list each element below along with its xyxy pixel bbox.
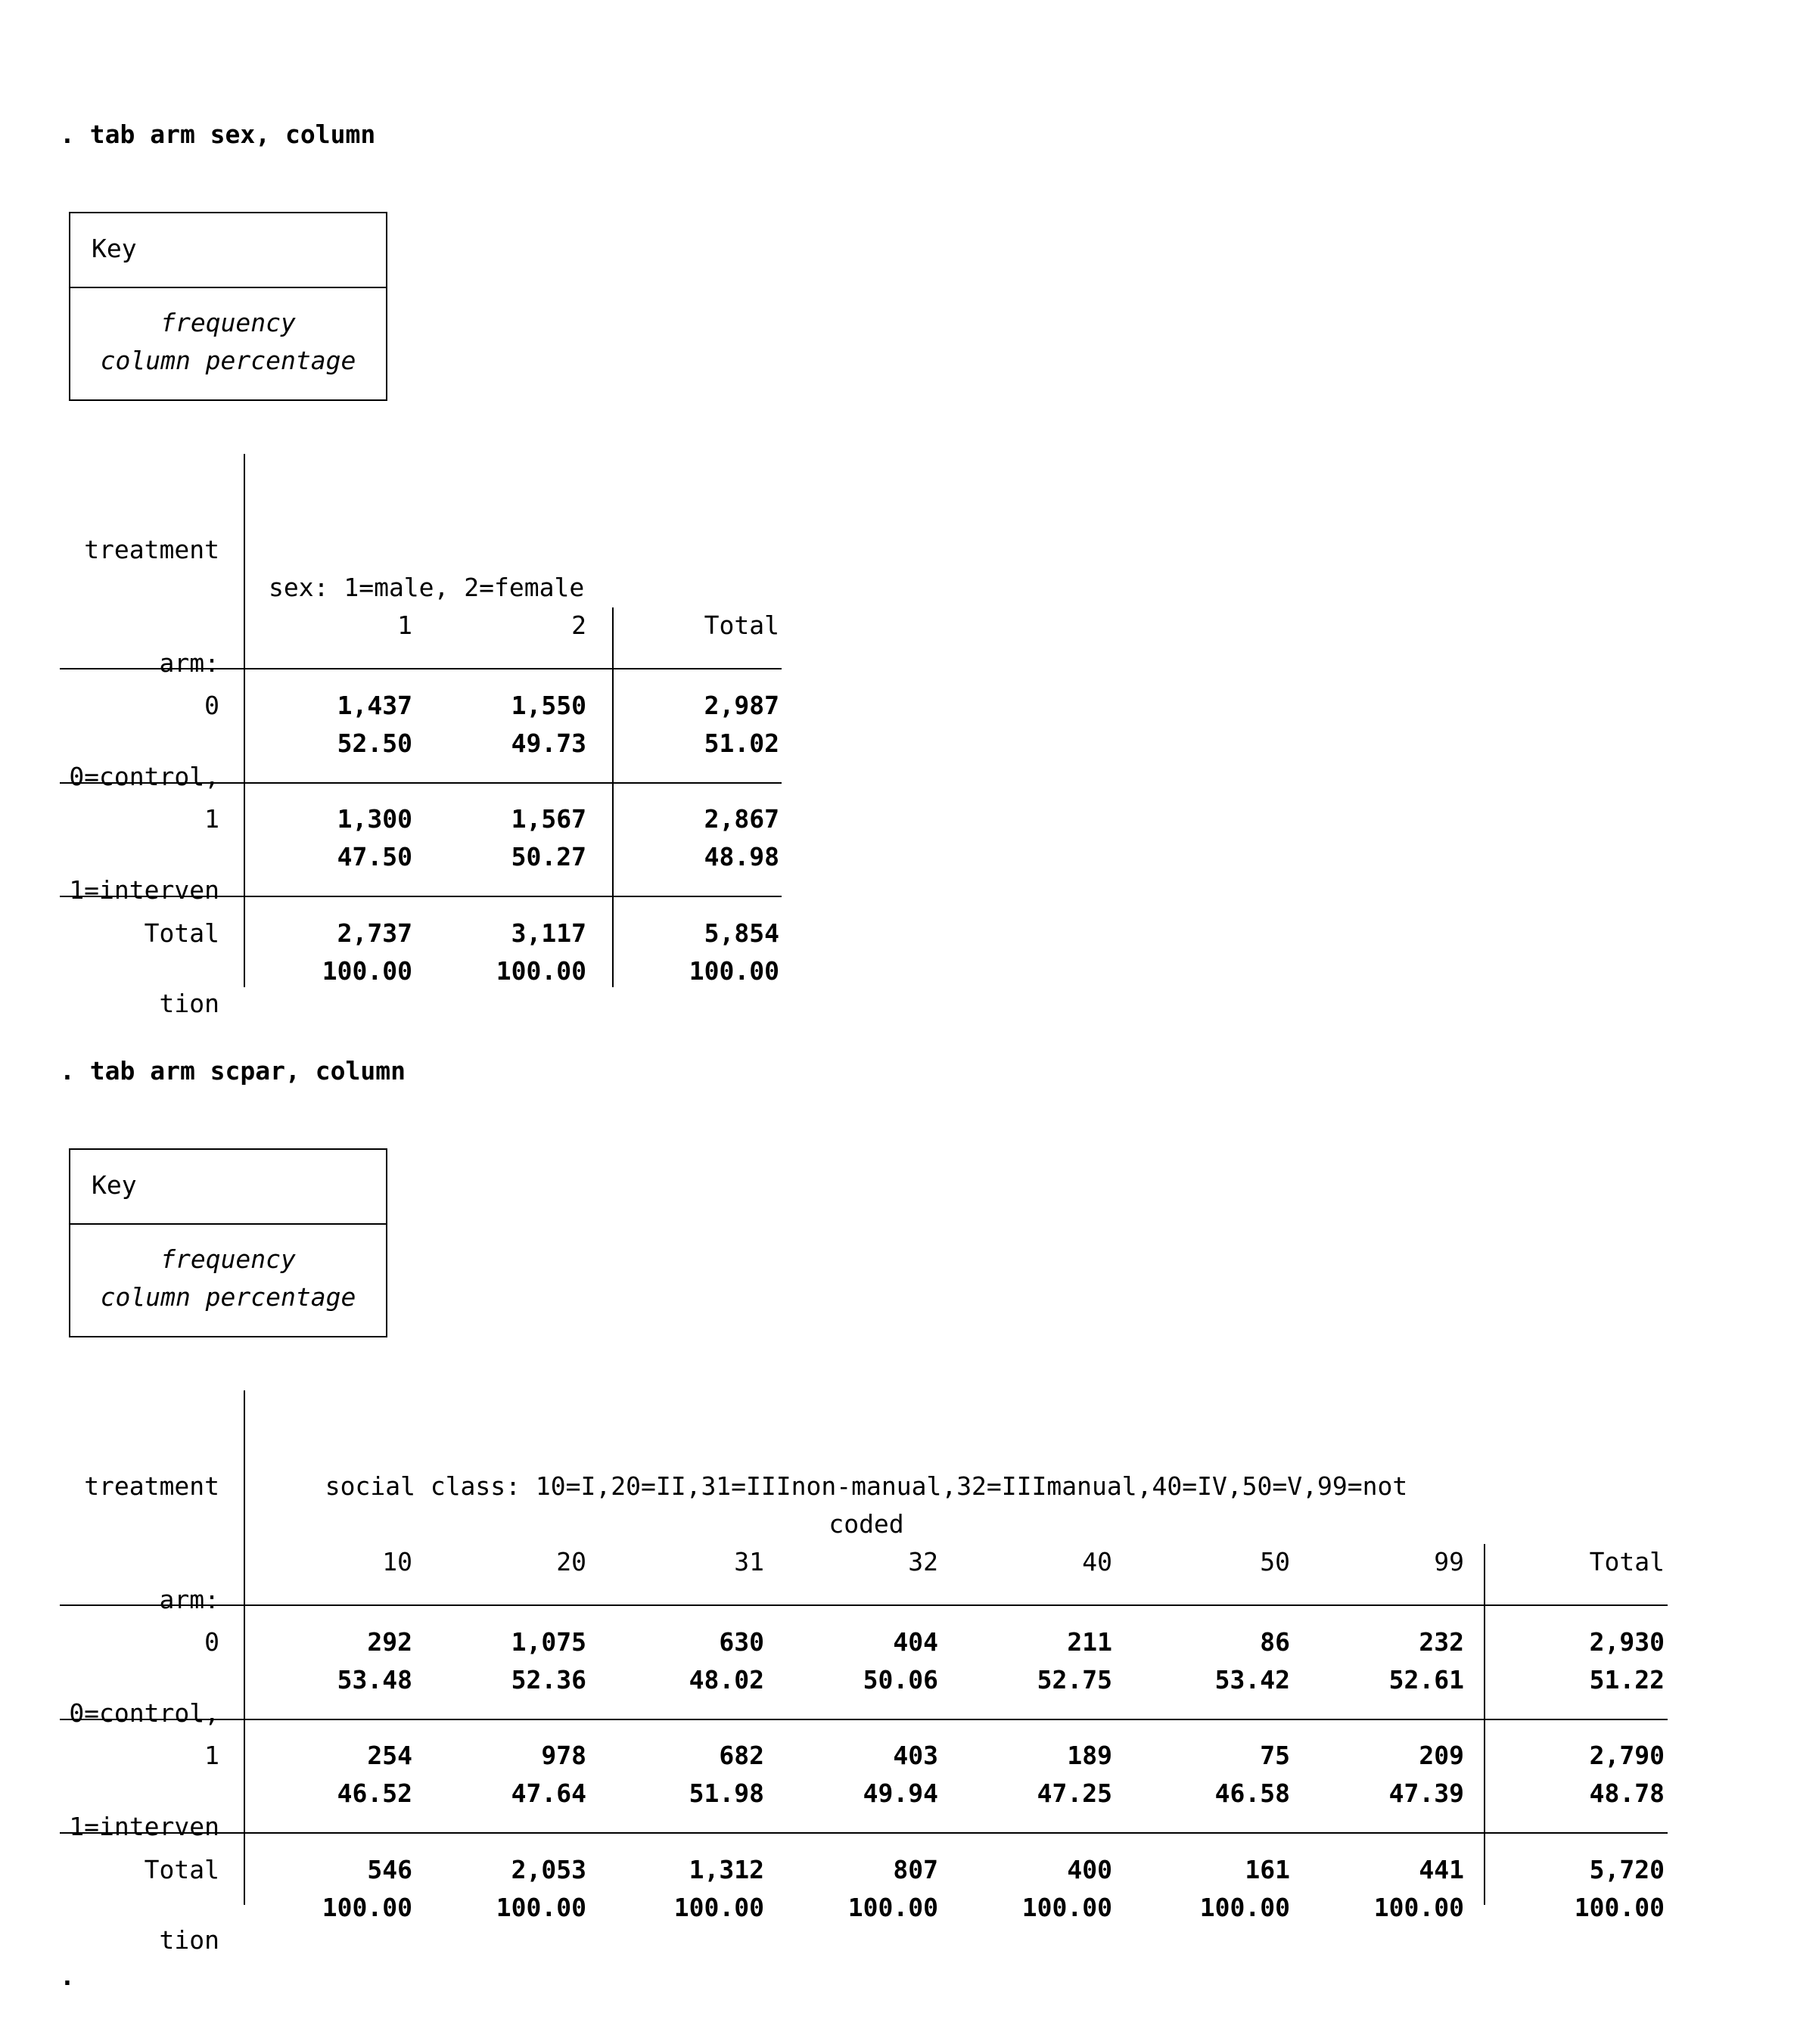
cell-freq: 1,300 <box>337 804 412 834</box>
cell-freq-total: 5,854 <box>704 918 779 948</box>
key-frequency: frequency <box>160 1244 296 1274</box>
row-label-total: Total <box>144 1855 219 1884</box>
cell-pct: 52.61 <box>1388 1665 1464 1695</box>
cell-freq: 1,075 <box>511 1627 586 1657</box>
cell-freq-total: 2,930 <box>1589 1627 1665 1657</box>
cell-pct: 53.48 <box>337 1665 412 1695</box>
cell-pct-total: 51.22 <box>1589 1665 1665 1695</box>
cell-freq: 978 <box>541 1741 586 1770</box>
cell-freq: 441 <box>1419 1855 1464 1884</box>
key-box-2 <box>69 1148 387 1337</box>
cell-pct: 100.00 <box>322 1893 412 1922</box>
cell-pct: 100.00 <box>1199 1893 1290 1922</box>
col-header: 1 <box>397 610 412 640</box>
cell-freq: 1,550 <box>511 691 586 720</box>
cell-freq: 1,312 <box>689 1855 764 1884</box>
cell-pct: 100.00 <box>1373 1893 1464 1922</box>
row-label-total: Total <box>144 918 219 948</box>
cell-pct: 100.00 <box>322 956 412 986</box>
cell-freq: 292 <box>367 1627 412 1657</box>
cell-freq-total: 2,867 <box>704 804 779 834</box>
v-rule <box>244 454 245 987</box>
cell-pct: 53.42 <box>1214 1665 1290 1695</box>
col-header: 10 <box>382 1547 412 1576</box>
v-rule <box>244 1390 245 1905</box>
cell-pct: 50.06 <box>863 1665 938 1695</box>
cell-pct: 52.36 <box>511 1665 586 1695</box>
col-header: 32 <box>908 1547 938 1576</box>
col-header-total: Total <box>1589 1547 1665 1576</box>
cell-pct-total: 51.02 <box>704 728 779 758</box>
cell-pct-total: 48.78 <box>1589 1778 1665 1808</box>
cell-freq: 209 <box>1419 1741 1464 1770</box>
v-rule <box>612 607 614 987</box>
row-label: 0 <box>204 1627 219 1657</box>
command-line-2: . tab arm scpar, column <box>60 1056 406 1086</box>
cell-freq: 682 <box>719 1741 764 1770</box>
cell-freq: 400 <box>1067 1855 1112 1884</box>
cell-freq-total: 2,790 <box>1589 1741 1665 1770</box>
cell-pct: 49.73 <box>511 728 586 758</box>
row-label: 0 <box>204 691 219 720</box>
cell-freq-total: 5,720 <box>1589 1855 1665 1884</box>
cell-freq: 403 <box>893 1741 938 1770</box>
col-header: 50 <box>1260 1547 1290 1576</box>
h-rule <box>60 782 782 784</box>
cell-pct: 100.00 <box>673 1893 764 1922</box>
cell-freq: 254 <box>367 1741 412 1770</box>
cell-freq: 807 <box>893 1855 938 1884</box>
key-divider <box>70 1223 386 1225</box>
cell-freq: 86 <box>1260 1627 1290 1657</box>
col-var-label-cont: coded <box>829 1509 904 1539</box>
cell-pct: 52.75 <box>1037 1665 1112 1695</box>
col-var-label: sex: 1=male, 2=female <box>269 573 585 602</box>
cell-freq-total: 2,987 <box>704 691 779 720</box>
cell-freq: 3,117 <box>511 918 586 948</box>
key-box-1 <box>69 212 387 401</box>
cell-pct: 46.52 <box>337 1778 412 1808</box>
cell-freq: 189 <box>1067 1741 1112 1770</box>
col-header-total: Total <box>704 610 779 640</box>
h-rule <box>60 668 782 669</box>
h-rule <box>60 1604 1668 1606</box>
col-header: 99 <box>1434 1547 1464 1576</box>
cell-pct: 100.00 <box>496 956 586 986</box>
cell-freq: 2,737 <box>337 918 412 948</box>
cell-freq: 1,437 <box>337 691 412 720</box>
cell-pct: 47.64 <box>511 1778 586 1808</box>
cell-pct: 47.39 <box>1388 1778 1464 1808</box>
row-label: 1 <box>204 1741 219 1770</box>
cell-pct: 50.27 <box>511 842 586 871</box>
col-var-label: social class: 10=I,20=II,31=IIInon-manual,32=IIImanual,40=IV,50=V,99=not <box>325 1471 1408 1501</box>
cell-pct: 51.98 <box>689 1778 764 1808</box>
cell-freq: 2,053 <box>511 1855 586 1884</box>
h-rule <box>60 1719 1668 1720</box>
key-divider <box>70 287 386 288</box>
key-title: Key <box>92 234 137 263</box>
cell-freq: 546 <box>367 1855 412 1884</box>
key-column-percentage: column percentage <box>100 346 356 375</box>
col-header: 20 <box>556 1547 586 1576</box>
command-prompt[interactable]: . <box>60 1962 75 1991</box>
v-rule <box>1484 1544 1485 1905</box>
cell-freq: 75 <box>1260 1741 1290 1770</box>
cell-pct-total: 100.00 <box>1574 1893 1665 1922</box>
cell-pct-total: 48.98 <box>704 842 779 871</box>
cell-pct: 48.02 <box>689 1665 764 1695</box>
h-rule <box>60 896 782 897</box>
command-line-1: . tab arm sex, column <box>60 120 376 149</box>
cell-pct: 49.94 <box>863 1778 938 1808</box>
col-header: 40 <box>1082 1547 1112 1576</box>
cell-freq: 161 <box>1245 1855 1290 1884</box>
cell-pct: 46.58 <box>1214 1778 1290 1808</box>
cell-freq: 211 <box>1067 1627 1112 1657</box>
cell-pct: 47.25 <box>1037 1778 1112 1808</box>
key-column-percentage: column percentage <box>100 1282 356 1312</box>
cell-pct: 100.00 <box>1021 1893 1112 1922</box>
cell-pct: 100.00 <box>847 1893 938 1922</box>
cell-freq: 1,567 <box>511 804 586 834</box>
row-label: 1 <box>204 804 219 834</box>
cell-pct-total: 100.00 <box>689 956 779 986</box>
cell-freq: 404 <box>893 1627 938 1657</box>
key-title: Key <box>92 1170 137 1200</box>
cell-pct: 100.00 <box>496 1893 586 1922</box>
cell-freq: 630 <box>719 1627 764 1657</box>
key-frequency: frequency <box>160 308 296 337</box>
cell-pct: 47.50 <box>337 842 412 871</box>
col-header: 2 <box>571 610 586 640</box>
col-header: 31 <box>734 1547 764 1576</box>
cell-pct: 52.50 <box>337 728 412 758</box>
h-rule <box>60 1832 1668 1834</box>
cell-freq: 232 <box>1419 1627 1464 1657</box>
row-var-label: treatment arm: 0=control, 1=interven tion <box>69 535 219 1018</box>
row-var-label: treatment arm: 0=control, 1=interven tion <box>69 1471 219 1955</box>
